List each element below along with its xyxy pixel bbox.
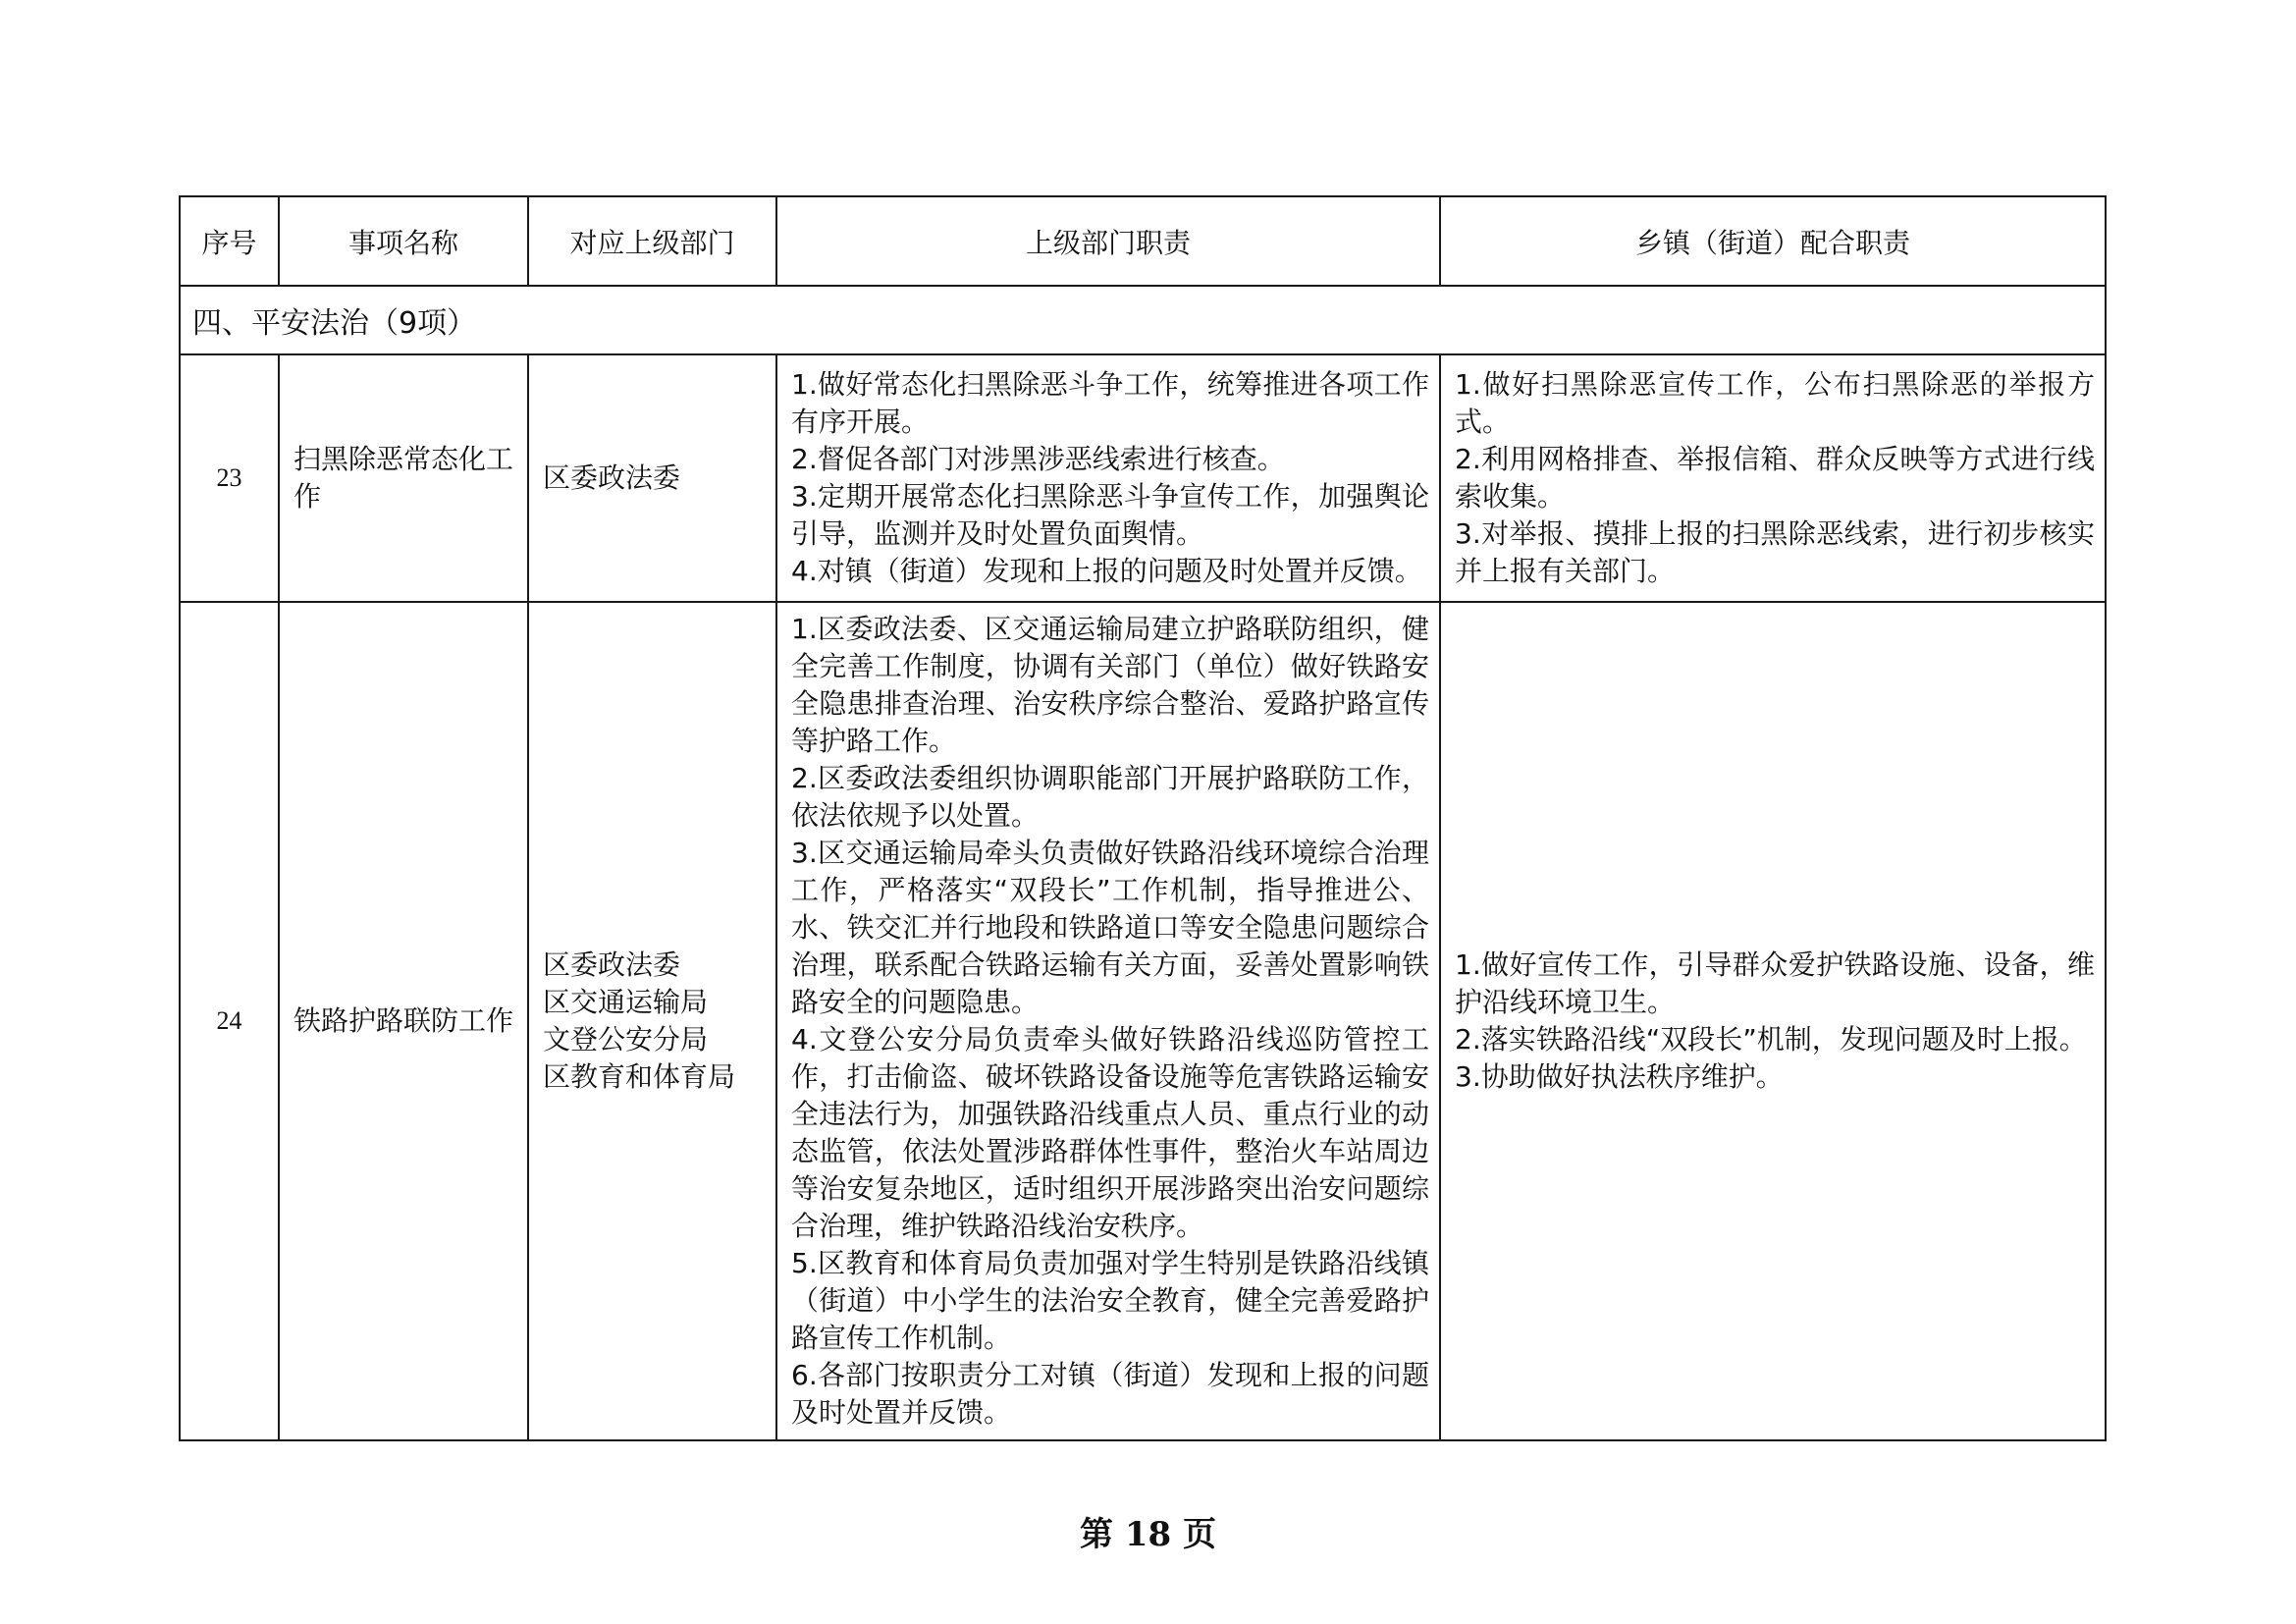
duty-item: 4.对镇（街道）发现和上报的问题及时处置并反馈。 (791, 555, 1422, 587)
duty-item: 1.做好扫黑除恶宣传工作，公布扫黑除恶的举报方式。 (1455, 368, 2095, 438)
responsibility-table (179, 195, 2107, 1441)
duty-item: 2.落实铁路沿线“双段长”机制，发现问题及时上报。 (1455, 1023, 2087, 1056)
department: 区交通运输局 (543, 986, 709, 1018)
duty-item: 1.区委政法委、区交通运输局建立护路联防组织，健全完善工作制度，协调有关部门（单位）做好铁路安全隐患排查治理、治安秩序综合整治、爱路护路宣传等护路工作。 (791, 613, 1429, 757)
duty-item: 6.各部门按职责分工对镇（街道）发现和上报的问题及时处置并反馈。 (791, 1359, 1429, 1429)
header-serial: 序号 (180, 196, 279, 286)
duty-item: 1.做好宣传工作，引导群众爱护铁路设施、设备，维护沿线环境卫生。 (1455, 948, 2095, 1018)
duty-item: 3.区交通运输局牵头负责做好铁路沿线环境综合治理工作，严格落实“双段长”工作机制，指导推进公、水、铁交汇并行地段和铁路道口等安全隐患问题综合治理，联系配合铁路运输有关方面，妥善处置影响铁路安全的问题隐患。 (791, 837, 1429, 1018)
item-name: 铁路护路联防工作 (279, 602, 528, 1440)
duty-item: 3.协助做好执法秩序维护。 (1455, 1060, 1784, 1093)
duty-item: 3.对举报、摸排上报的扫黑除恶线索，进行初步核实并上报有关部门。 (1455, 517, 2095, 587)
department: 区教育和体育局 (543, 1060, 736, 1093)
header-superior-duties: 上级部门职责 (776, 196, 1440, 286)
table-header-row (180, 196, 2106, 286)
table-row (180, 354, 2106, 602)
duty-item: 4.文登公安分局负责牵头做好铁路沿线巡防管控工作，打击偷盗、破坏铁路设备设施等危害铁路运输安全违法行为，加强铁路沿线重点人员、重点行业的动态监管，依法处置涉路群体性事件，整治火车站周边等治安复杂地区，适时组织开展涉路突出治安问题综合治理，维护铁路沿线治安秩序。 (791, 1023, 1429, 1242)
section-title: 四、平安法治（9项） (180, 286, 2106, 354)
duty-item: 3.定期开展常态化扫黑除恶斗争宣传工作，加强舆论引导，监测并及时处置负面舆情。 (791, 480, 1429, 550)
township-duties (1440, 354, 2106, 602)
township-duties (1440, 602, 2106, 1440)
duty-item: 2.区委政法委组织协调职能部门开展护路联防工作，依法依规予以处置。 (791, 762, 1429, 832)
section-row (180, 286, 2106, 354)
department: 区委政法委 (543, 461, 681, 494)
duty-item: 1.做好常态化扫黑除恶斗争工作，统筹推进各项工作有序开展。 (791, 368, 1429, 438)
row-number: 23 (180, 354, 279, 602)
header-superior-dept: 对应上级部门 (528, 196, 776, 286)
duty-item: 5.区教育和体育局负责加强对学生特别是铁路沿线镇（街道）中小学生的法治安全教育，健全完善爱路护路宣传工作机制。 (791, 1247, 1429, 1354)
department: 区委政法委 (543, 948, 681, 981)
row-number: 24 (180, 602, 279, 1440)
header-township-duties: 乡镇（街道）配合职责 (1440, 196, 2106, 286)
header-item-name: 事项名称 (279, 196, 528, 286)
item-name: 扫黑除恶常态化工作 (279, 354, 528, 602)
duty-item: 2.利用网格排查、举报信箱、群众反映等方式进行线索收集。 (1455, 443, 2095, 513)
table-row (180, 602, 2106, 1440)
superior-duties (776, 602, 1440, 1440)
page-number: 第 18 页 (1080, 1515, 1216, 1554)
department-list (528, 354, 776, 602)
department: 文登公安分局 (543, 1023, 709, 1056)
duty-item: 2.督促各部门对涉黑涉恶线索进行核查。 (791, 443, 1285, 475)
superior-duties (776, 354, 1440, 602)
department-list (528, 602, 776, 1440)
